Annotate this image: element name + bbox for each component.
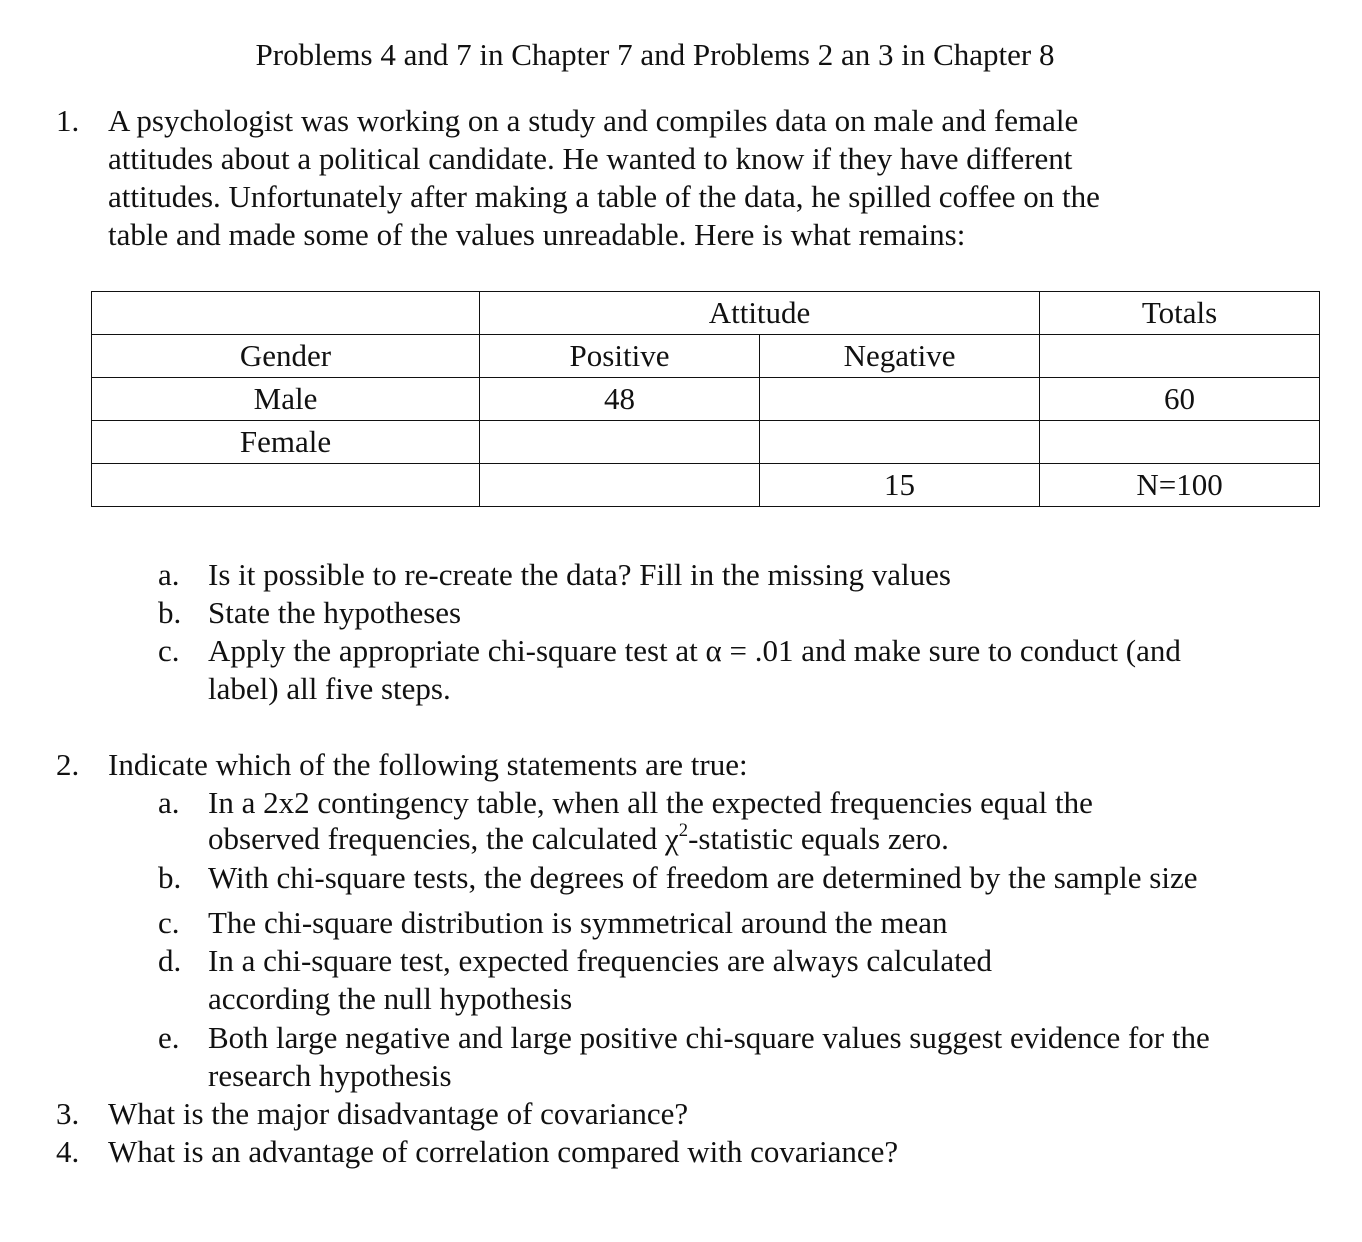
question-1-text	[108, 102, 1328, 254]
table-cell-positive: 48	[480, 378, 760, 421]
part-letter: b.	[158, 595, 182, 630]
table-cell-gender: Male	[92, 378, 480, 421]
part-text: according the null hypothesis	[208, 981, 573, 1016]
table-cell-empty	[92, 292, 480, 335]
part-letter: a.	[158, 785, 180, 820]
question-4-number: 4.	[56, 1134, 80, 1169]
table-cell-total: N=100	[1040, 464, 1320, 507]
question-3-text: What is the major disadvantage of covariance?	[108, 1096, 689, 1131]
question-1-line: attitudes. Unfortunately after making a table of the data, he spilled coffee on the	[108, 179, 1100, 214]
table-cell-positive	[480, 421, 760, 464]
table-cell-gender: Female	[92, 421, 480, 464]
part-text: The chi-square distribution is symmetrical around the mean	[208, 905, 948, 940]
part-text: In a chi-square test, expected frequencies are always calculated	[208, 943, 993, 978]
table-cell-negative	[760, 421, 1040, 464]
question-1-number: 1.	[56, 103, 80, 138]
table-header-positive: Positive	[480, 335, 760, 378]
part-letter: b.	[158, 860, 182, 895]
table-cell-empty	[1040, 335, 1320, 378]
page-title: Problems 4 and 7 in Chapter 7 and Problems 2 an 3 in Chapter 8	[255, 37, 1055, 72]
question-2-number: 2.	[56, 747, 80, 782]
part-letter: a.	[158, 557, 180, 592]
table-cell-negative	[760, 378, 1040, 421]
part-text: State the hypotheses	[208, 595, 462, 630]
part-text: In a 2x2 contingency table, when all the expected frequencies equal the	[208, 785, 1093, 820]
part-text: Apply the appropriate chi-square test at α = .01 and make sure to conduct (and	[208, 633, 1181, 668]
part-letter: c.	[158, 633, 180, 668]
table-cell-negative: 15	[760, 464, 1040, 507]
part-text: label) all five steps.	[208, 671, 451, 706]
question-3-number: 3.	[56, 1096, 80, 1131]
question-1-line: attitudes about a political candidate. He wanted to know if they have different	[108, 141, 1073, 176]
part-text: observed frequencies, the calculated χ	[208, 821, 679, 856]
table-cell-gender	[92, 464, 480, 507]
question-4-text: What is an advantage of correlation compared with covariance?	[108, 1134, 899, 1169]
table-cell-positive	[480, 464, 760, 507]
part-text: -statistic equals zero.	[688, 821, 949, 856]
part-text-with-superscript	[208, 819, 1328, 856]
part-text: Both large negative and large positive chi-square values suggest evidence for the	[208, 1020, 1210, 1055]
part-text: research hypothesis	[208, 1058, 452, 1093]
gender-attitude-table	[91, 291, 1320, 507]
table-row	[92, 378, 1320, 421]
table-header-gender: Gender	[92, 335, 480, 378]
table-row	[92, 335, 1320, 378]
question-1-line: table and made some of the values unreadable. Here is what remains:	[108, 217, 966, 252]
table-header-negative: Negative	[760, 335, 1040, 378]
question-2-text: Indicate which of the following statements are true:	[108, 747, 748, 782]
table-cell-total: 60	[1040, 378, 1320, 421]
part-letter: d.	[158, 943, 182, 978]
table-header-attitude: Attitude	[480, 292, 1040, 335]
question-1-line: A psychologist was working on a study and compiles data on male and female	[108, 103, 1079, 138]
table-header-totals: Totals	[1040, 292, 1320, 335]
table-row	[92, 292, 1320, 335]
table-cell-total	[1040, 421, 1320, 464]
table-row	[92, 421, 1320, 464]
part-letter: e.	[158, 1020, 180, 1055]
superscript: 2	[678, 819, 689, 841]
table-row	[92, 464, 1320, 507]
cut-off-top-text	[560, 0, 780, 6]
cut-off-top-text-label	[560, 0, 733, 1]
part-text: With chi-square tests, the degrees of freedom are determined by the sample size	[208, 860, 1198, 895]
part-text: Is it possible to re-create the data? Fill in the missing values	[208, 557, 951, 592]
part-letter: c.	[158, 905, 180, 940]
